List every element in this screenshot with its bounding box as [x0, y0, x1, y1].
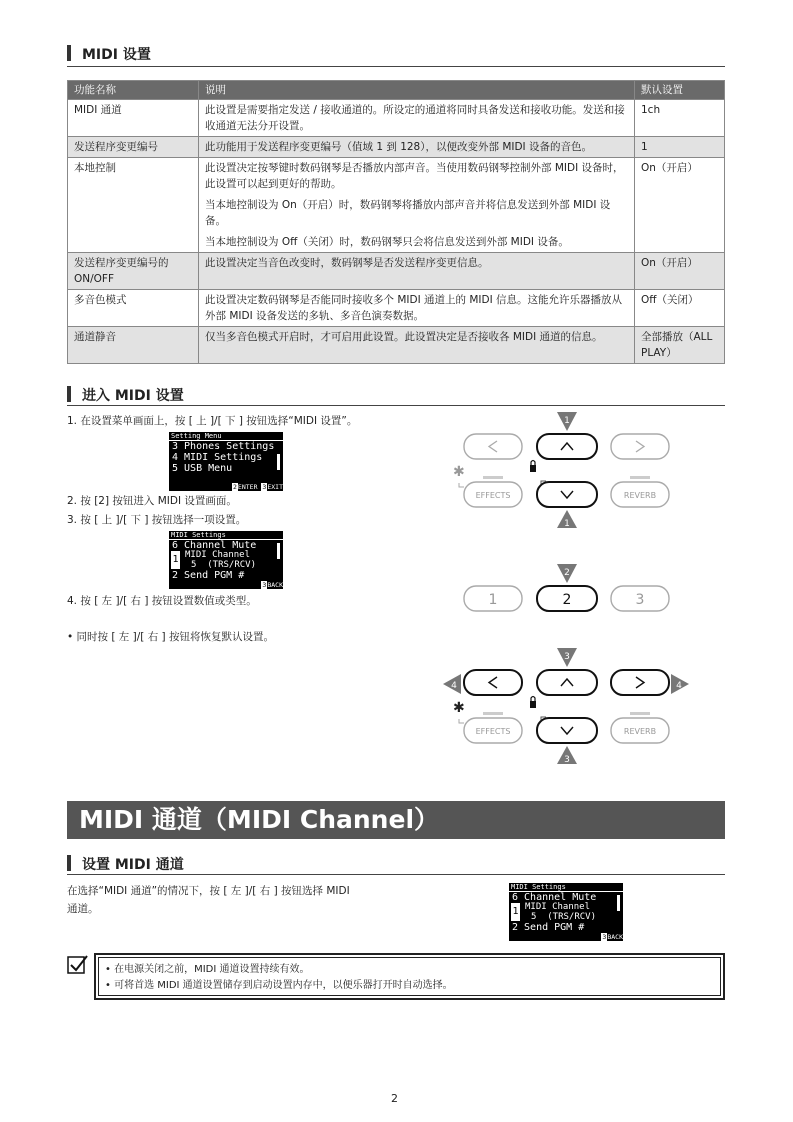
note-pencil-icon	[67, 955, 89, 975]
effects-label: EFFECTS	[475, 727, 511, 736]
bracket-line	[459, 483, 464, 487]
marker-label: 4	[676, 681, 682, 691]
lcd-value: 5 (TRS/RCV)	[191, 560, 257, 570]
cell-desc	[199, 290, 635, 327]
step-3: 3. 按 [ 上 ]/[ 下 ] 按钮选择一项设置。	[67, 514, 247, 526]
button-2-label: 2	[562, 592, 572, 608]
instruction-line: 通道。	[67, 903, 99, 915]
right-button[interactable]	[611, 434, 669, 459]
effects-label: EFFECTS	[475, 491, 511, 500]
step-2: 2. 按 [2] 按钮进入 MIDI 设置画面。	[67, 495, 237, 507]
down-button[interactable]	[537, 482, 597, 507]
chapter-banner: MIDI 通道（MIDI Channel）	[67, 801, 725, 839]
marker-label: 1	[564, 519, 570, 529]
desc-paragraph: 当本地控制设为 Off（关闭）时，数码钢琴只会将信息发送到外部 MIDI 设备。	[205, 236, 569, 248]
cell-desc	[199, 158, 635, 253]
cell-name: 通道静音	[68, 327, 199, 364]
lcd-line-selected: 4 MIDI Settings	[172, 452, 263, 463]
cell-desc	[199, 137, 635, 158]
step-4: 4. 按 [ 左 ]/[ 右 ] 按钮设置数值或类型。	[67, 595, 257, 607]
cell-desc	[199, 327, 635, 364]
reverb-led	[630, 476, 650, 479]
cell-default: 全部播放（ALL PLAY）	[635, 327, 725, 364]
lcd-line-selected: MIDI Channel	[185, 550, 251, 560]
note-box	[94, 953, 725, 1000]
table-row	[68, 100, 725, 137]
step-1: 1. 在设置菜单画面上，按 [ 上 ]/[ 下 ] 按钮选择“MIDI 设置”。	[67, 415, 358, 427]
table-row	[68, 290, 725, 327]
section-title-midi-settings: MIDI 设置	[67, 44, 151, 64]
effects-led	[483, 476, 503, 479]
table-header-default: 默认设置	[635, 81, 725, 100]
page-number: 2	[391, 1092, 398, 1105]
desc-paragraph: 当本地控制设为 On（开启）时，数码钢琴将播放内部声音并将信息发送到外部 MIDI 设备。	[205, 199, 611, 227]
table-header-row	[68, 81, 725, 100]
lcd-footer: 3BACK	[602, 933, 623, 941]
instruction-paragraph	[67, 882, 350, 918]
desc-paragraph: 此设置决定数码钢琴是否能同时接收多个 MIDI 通道上的 MIDI 信息。这能允许乐器播放从外部 MIDI 设备发送的多轨、多音色演奏数据。	[205, 294, 623, 322]
lcd-value: 5 (TRS/RCV)	[531, 912, 597, 922]
cell-default: On（开启）	[635, 158, 725, 253]
desc-paragraph: 此设置决定按琴键时数码钢琴是否播放内部声音。当使用数码钢琴控制外部 MIDI 设备时，此设置可以起到更好的帮助。	[205, 162, 624, 190]
panel-diagram-2	[440, 562, 700, 614]
lcd-line: 3 Phones Settings	[172, 441, 275, 452]
lcd-midi-settings-2	[509, 883, 623, 941]
lcd-header: MIDI Settings	[509, 883, 623, 892]
cell-default: On（开启）	[635, 253, 725, 290]
lcd-scrollbar	[277, 454, 280, 470]
desc-paragraph: 此设置决定当音色改变时，数码钢琴是否发送程序变更信息。	[205, 257, 489, 269]
lcd-cursor: 1	[511, 903, 520, 921]
left-button[interactable]	[464, 670, 522, 695]
section-rule	[67, 405, 725, 406]
lcd-line-selected: MIDI Channel	[525, 902, 591, 912]
reverb-label: REVERB	[623, 491, 657, 500]
lock-shackle	[531, 697, 535, 702]
desc-paragraph: 此功能用于发送程序变更编号（值域 1 到 128），以便改变外部 MIDI 设备的音色。	[205, 141, 592, 153]
marker-label: 3	[564, 652, 570, 662]
table-row	[68, 137, 725, 158]
lcd-line: 2 Send PGM #	[172, 570, 245, 581]
lcd-header: Setting Menu	[169, 432, 283, 441]
cell-default: 1	[635, 137, 725, 158]
bluetooth-icon: ✱	[453, 700, 465, 716]
lcd-line: 6 Channel Mute	[512, 892, 597, 903]
lock-icon	[530, 465, 536, 472]
desc-paragraph: 仅当多音色模式开启时，才可启用此设置。此设置决定是否接收各 MIDI 通道的信息。	[205, 331, 603, 343]
down-button[interactable]	[537, 718, 597, 743]
cell-name: 发送程序变更编号	[68, 137, 199, 158]
bluetooth-icon: ✱	[453, 464, 465, 480]
cell-desc	[199, 100, 635, 137]
lcd-scrollbar	[617, 895, 620, 911]
lcd-line: 5 USB Menu	[172, 463, 233, 474]
up-button[interactable]	[537, 670, 597, 695]
section-rule	[67, 874, 725, 875]
lcd-setting-menu	[169, 432, 283, 491]
lcd-header: MIDI Settings	[169, 531, 283, 540]
table-row	[68, 158, 725, 253]
marker-label: 3	[564, 755, 570, 765]
cell-name: 发送程序变更编号的 ON/OFF	[68, 253, 199, 290]
marker-label: 1	[564, 416, 570, 426]
cell-name: MIDI 通道	[68, 100, 199, 137]
lock-shackle	[531, 461, 535, 466]
desc-paragraph: 此设置是需要指定发送 / 接收通道的。所设定的通道将同时具备发送和接收功能。发送和接收通道无法分开设置。	[205, 104, 625, 132]
midi-settings-table	[67, 80, 725, 364]
button-1-label: 1	[488, 592, 498, 608]
note-line: • 在电源关闭之前，MIDI 通道设置持续有效。	[105, 964, 310, 975]
table-header-desc: 说明	[199, 81, 635, 100]
instruction-line: 在选择“MIDI 通道”的情况下，按 [ 左 ]/[ 右 ] 按钮选择 MIDI	[67, 885, 350, 897]
reverb-led	[630, 712, 650, 715]
cell-name: 本地控制	[68, 158, 199, 253]
cell-desc	[199, 253, 635, 290]
bullet-reset: • 同时按 [ 左 ]/[ 右 ] 按钮将恢复默认设置。	[67, 631, 274, 643]
table-header-name: 功能名称	[68, 81, 199, 100]
lcd-footer: 2ENTER 3EXIT	[233, 483, 283, 491]
button-3-label: 3	[635, 592, 645, 608]
section-title-set-midi-channel: 设置 MIDI 通道	[67, 854, 184, 874]
lcd-cursor: 1	[171, 551, 180, 569]
lock-icon	[530, 701, 536, 708]
table-row	[68, 253, 725, 290]
marker-label: 4	[451, 681, 457, 691]
lcd-line: 2 Send PGM #	[512, 922, 585, 933]
lcd-footer: 3BACK	[262, 581, 283, 589]
right-button[interactable]	[611, 670, 669, 695]
cell-name: 多音色模式	[68, 290, 199, 327]
section-title-enter-midi: 进入 MIDI 设置	[67, 385, 184, 405]
left-button[interactable]	[464, 434, 522, 459]
effects-led	[483, 712, 503, 715]
marker-label: 2	[564, 568, 570, 578]
lcd-line: 6 Channel Mute	[172, 540, 257, 551]
panel-diagram-3	[440, 646, 700, 766]
up-button[interactable]	[537, 434, 597, 459]
cell-default: Off（关闭）	[635, 290, 725, 327]
lcd-scrollbar	[277, 543, 280, 559]
cell-default: 1ch	[635, 100, 725, 137]
lcd-midi-settings	[169, 531, 283, 589]
bracket-line	[459, 719, 464, 723]
table-row	[68, 327, 725, 364]
section-rule	[67, 66, 725, 67]
panel-diagram-1	[440, 410, 700, 530]
note-line: • 可将首选 MIDI 通道设置储存到启动设置内存中，以便乐器打开时自动选择。	[105, 980, 453, 991]
reverb-label: REVERB	[623, 727, 657, 736]
